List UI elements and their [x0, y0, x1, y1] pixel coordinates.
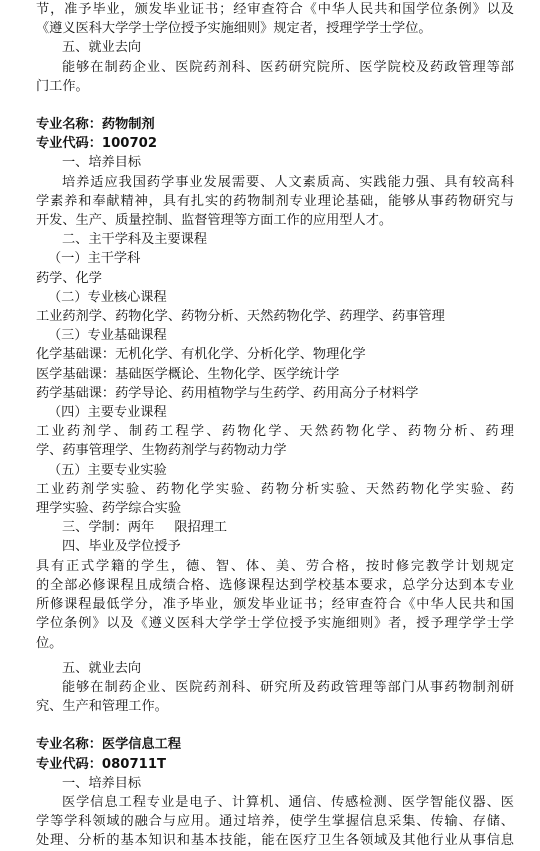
paragraph-line: 学、药事管理学、生物药剂学与药物动力学	[36, 443, 287, 459]
major-name-label: 专业名称：医学信息工程	[36, 737, 182, 753]
paragraph-line: 具有正式学籍的学生，德、智、体、美、劳合格，按时修完教学计划规定	[36, 558, 514, 574]
paragraph-line: 节，准予毕业，颁发毕业证书；经审查符合《中华人民共和国学位条例》以及	[36, 2, 514, 17]
paragraph-line: 化学基础课：无机化学、有机化学、分析化学、物理化学	[36, 347, 366, 363]
paragraph-line: 的全部必修课程且成绩合格、选修课程达到学校基本要求，总学分达到本专业	[36, 577, 514, 593]
paragraph-line: 医学信息工程专业是电子、计算机、通信、传感检测、医学智能仪器、医	[62, 794, 514, 810]
paragraph-line: 学等学科领域的融合与应用。通过培养，使学生掌握信息采集、传输、存储、	[36, 814, 514, 830]
paragraph-line: 所修课程最低学分，准予毕业，颁发毕业证书；经审查符合《中华人民共和国	[36, 597, 514, 613]
subsection-heading: （二）专业核心课程	[48, 289, 167, 305]
paragraph-line: 学位条例》以及《遵义医科大学学士学位授予实施细则》者，授予理学学士学	[36, 616, 514, 632]
paragraph-line: 培养适应我国药学事业发展需要、人文素质高、实践能力强、具有较高科	[62, 174, 514, 190]
major-code-label: 专业代码：080711T	[36, 756, 166, 772]
section-heading: 一、培养目标	[62, 155, 142, 171]
paragraph-line: 能够在制药企业、医院药剂科、研究所及药政管理等部门从事药物制剂研	[62, 679, 514, 695]
duration-line	[36, 518, 514, 537]
duration-label: 三、学制：两年	[62, 520, 155, 536]
section-heading: 四、毕业及学位授予	[62, 539, 181, 555]
section-heading: 一、培养目标	[62, 775, 142, 791]
paragraph-line: 医学基础课：基础医学概论、生物化学、医学统计学	[36, 366, 340, 382]
section-heading: 五、就业去向	[62, 40, 142, 56]
paragraph-line: 《遵义医科大学学士学位授予实施细则》规定者，授理学学士学位。	[36, 21, 432, 37]
paragraph-line: 理学实验、药学综合实验	[36, 501, 182, 517]
subsection-heading: （三）专业基础课程	[48, 328, 167, 344]
major-code-label: 专业代码：100702	[36, 136, 157, 152]
subsection-heading: （一）主干学科	[48, 251, 141, 267]
subsection-heading: （四）主要专业课程	[48, 405, 167, 421]
major-name-label: 专业名称：药物制剂	[36, 117, 155, 133]
section-heading: 五、就业去向	[62, 660, 142, 676]
paragraph-line: 药学基础课：药学导论、药用植物学与生药学、药用高分子材料学	[36, 385, 419, 401]
subsection-heading: （五）主要专业实验	[48, 462, 167, 478]
paragraph-line: 工业药剂学、制药工程学、药物化学、天然药物化学、药物分析、药理	[36, 424, 514, 440]
paragraph-line: 学素养和奉献精神，具有扎实的药物制剂专业理论基础，能够从事药物研究与	[36, 193, 514, 209]
paragraph-line: 门工作。	[36, 78, 89, 94]
paragraph-line: 处理、分析的基本知识和基本技能，能在医疗卫生各领域及其他行业从事信息	[36, 833, 514, 849]
paragraph-line: 究、生产和管理工作。	[36, 699, 168, 715]
paragraph-line: 药学、化学	[36, 270, 102, 286]
paragraph-line: 开发、生产、质量控制、监督管理等方面工作的应用型人才。	[36, 213, 393, 229]
duration-note: 限招理工	[174, 520, 228, 536]
paragraph-line: 能够在制药企业、医院药剂科、医药研究院所、医学院校及药政管理等部	[62, 59, 514, 75]
section-heading: 二、主干学科及主要课程	[62, 232, 208, 248]
paragraph-line: 工业药剂学实验、药物化学实验、药物分析实验、天然药物化学实验、药	[36, 481, 514, 497]
paragraph-line: 位。	[36, 635, 63, 651]
paragraph-line: 工业药剂学、药物化学、药物分析、天然药物化学、药理学、药事管理	[36, 309, 445, 325]
